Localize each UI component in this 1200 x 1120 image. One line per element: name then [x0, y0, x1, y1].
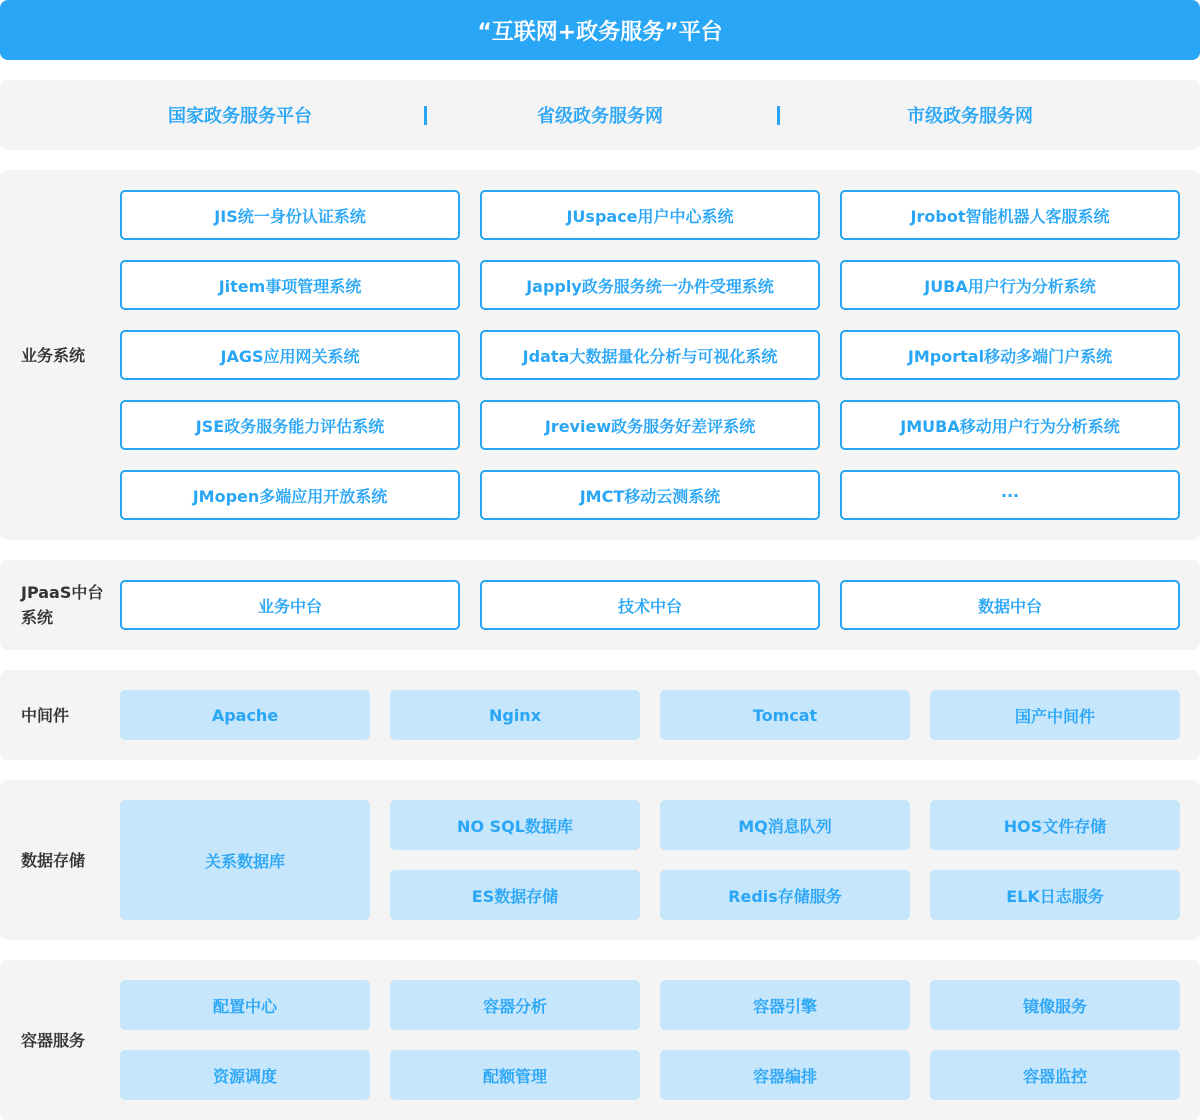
storage-box: HOS文件存储 [930, 800, 1180, 850]
jpaas-label [21, 580, 103, 630]
jpaas-label-line1: JPaaS中台 [21, 583, 104, 602]
middleware-box: Tomcat [660, 690, 910, 740]
system-box: Jreview政务服务好差评系统 [480, 400, 820, 450]
system-box: JUBA用户行为分析系统 [840, 260, 1180, 310]
container-box: 配置中心 [120, 980, 370, 1030]
system-box: Jrobot智能机器人客服系统 [840, 190, 1180, 240]
portal-separator [424, 106, 427, 125]
portal-national: 国家政务服务平台 [168, 106, 312, 127]
system-box: JAGS应用网关系统 [120, 330, 460, 380]
system-box: JUspace用户中心系统 [480, 190, 820, 240]
storage-box: MQ消息队列 [660, 800, 910, 850]
system-box: Japply政务服务统一办件受理系统 [480, 260, 820, 310]
system-box: JSE政务服务能力评估系统 [120, 400, 460, 450]
relational-db-box: 关系数据库 [120, 800, 370, 920]
portal-city: 市级政务服务网 [907, 106, 1033, 127]
system-box: JMCT移动云测系统 [480, 470, 820, 520]
portal-separator [777, 106, 780, 125]
system-box: Jitem事项管理系统 [120, 260, 460, 310]
system-box: Jdata大数据量化分析与可视化系统 [480, 330, 820, 380]
middleware-label: 中间件 [21, 706, 70, 725]
platform-title: “互联网+政务服务”平台 [0, 0, 1200, 60]
storage-box: Redis存储服务 [660, 870, 910, 920]
portal-provincial: 省级政务服务网 [537, 106, 663, 127]
tech-platform-box: 技术中台 [480, 580, 820, 630]
portals-band [0, 80, 1200, 150]
storage-box: ELK日志服务 [930, 870, 1180, 920]
container-box: 镜像服务 [930, 980, 1180, 1030]
container-box: 容器引擎 [660, 980, 910, 1030]
system-box: JIS统一身份认证系统 [120, 190, 460, 240]
storage-box: NO SQL数据库 [390, 800, 640, 850]
container-label: 容器服务 [21, 1031, 86, 1050]
system-box: JMUBA移动用户行为分析系统 [840, 400, 1180, 450]
container-box: 配额管理 [390, 1050, 640, 1100]
jpaas-label-line2: 系统 [21, 608, 54, 627]
container-box: 容器编排 [660, 1050, 910, 1100]
system-box-more: ··· [840, 470, 1180, 520]
business-systems-label: 业务系统 [21, 346, 86, 365]
storage-box: ES数据存储 [390, 870, 640, 920]
storage-label: 数据存储 [21, 851, 86, 870]
container-box: 容器分析 [390, 980, 640, 1030]
data-platform-box: 数据中台 [840, 580, 1180, 630]
container-box: 容器监控 [930, 1050, 1180, 1100]
container-box: 资源调度 [120, 1050, 370, 1100]
business-platform-box: 业务中台 [120, 580, 460, 630]
middleware-box: Nginx [390, 690, 640, 740]
middleware-box: Apache [120, 690, 370, 740]
system-box: JMportal移动多端门户系统 [840, 330, 1180, 380]
middleware-box: 国产中间件 [930, 690, 1180, 740]
system-box: JMopen多端应用开放系统 [120, 470, 460, 520]
